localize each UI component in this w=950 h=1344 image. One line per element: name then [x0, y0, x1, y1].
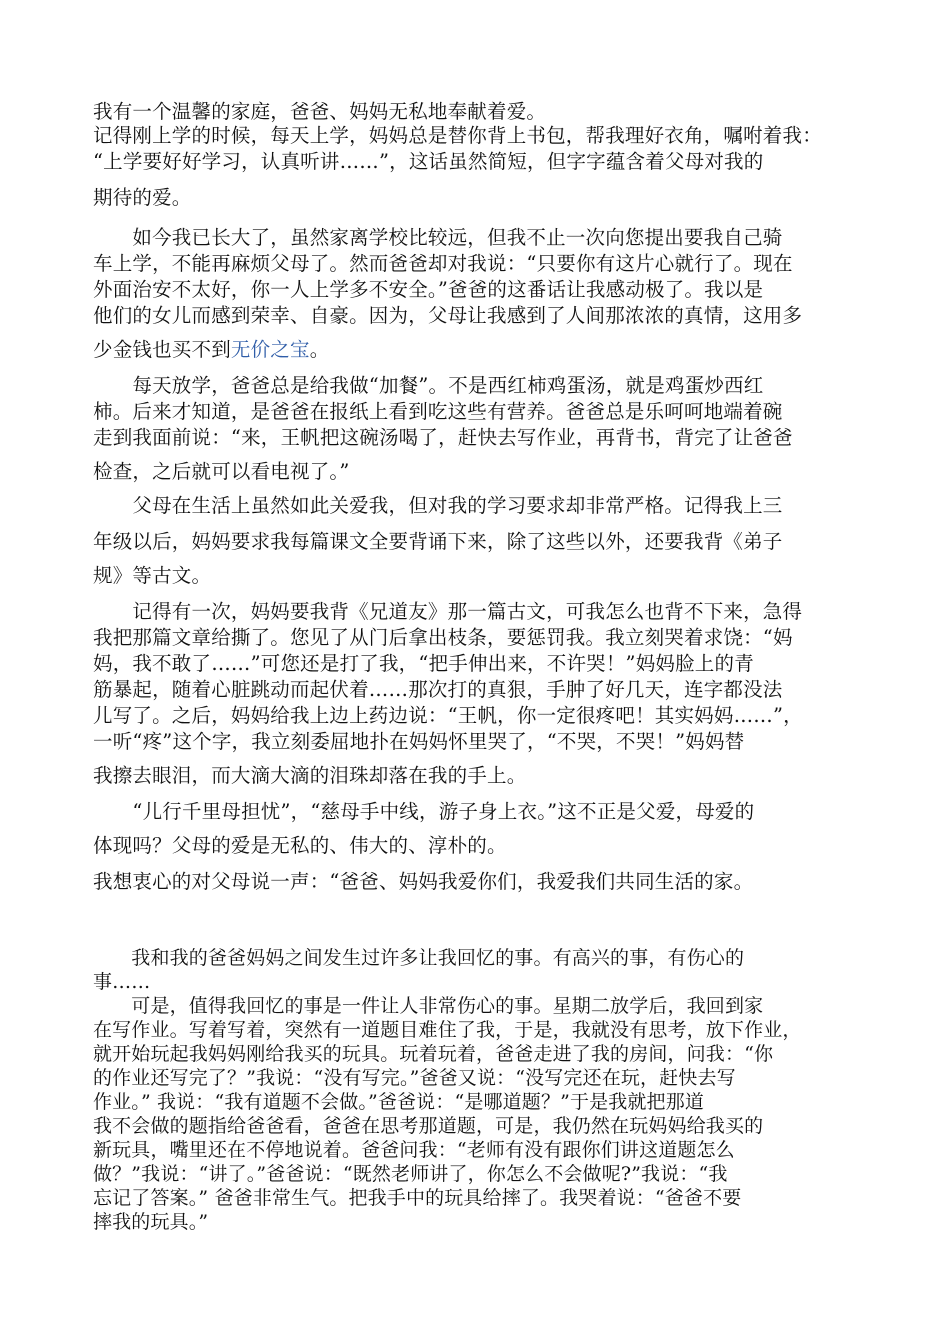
text-line: 年级以后，妈妈要求我每篇课文全要背诵下来，除了这些以外，还要我背《弟子: [93, 530, 783, 553]
text-line: 体现吗？父母的爱是无私的、伟大的、淳朴的。: [93, 834, 507, 857]
text-line: 他们的女儿而感到荣幸、自豪。因为，父母让我感到了人间那浓浓的真情，这用多: [93, 304, 803, 327]
text-line: 每天放学，爸爸总是给我做“加餐”。不是西红柿鸡蛋汤，就是鸡蛋炒西红: [93, 374, 764, 397]
text-line: 规》等古文。: [93, 564, 212, 587]
hyperlink-wujiazhibao[interactable]: 无价之宝: [230, 338, 310, 361]
text-line: 我有一个温馨的家庭，爸爸、妈妈无私地奉献着爱。: [93, 100, 547, 123]
text-line: 忘记了答案。” 爸爸非常生气。把我手中的玩具给摔了。我哭着说：“爸爸不要: [93, 1187, 742, 1209]
text-line: 就开始玩起我妈妈刚给我买的玩具。玩着玩着，爸爸走进了我的房间，问我：“你: [93, 1043, 774, 1065]
text-line: 可是，值得我回忆的事是一件让人非常伤心的事。星期二放学后，我回到家: [93, 995, 764, 1017]
text-line: 儿写了。之后，妈妈给我上边上药边说：“王帆，你一定很疼吧！其实妈妈……”，: [93, 704, 803, 727]
text-line: 妈，我不敢了……”可您还是打了我，“把手伸出来，不许哭！”妈妈脸上的青: [93, 652, 754, 675]
text-line: 一听“疼”这个字，我立刻委屈地扑在妈妈怀里哭了，“不哭，不哭！”妈妈替: [93, 730, 745, 753]
text-line: 记得有一次，妈妈要我背《兄道友》那一篇古文，可我怎么也背不下来，急得: [93, 600, 803, 623]
text-line: 事……: [93, 971, 151, 993]
text-line: 做？”我说：“讲了。”爸爸说：“既然老师讲了，你怎么不会做呢?”我说：“我: [93, 1163, 728, 1185]
text-line: “儿行千里母担忧”，“慈母手中线，游子身上衣。”这不正是父爱，母爱的: [93, 800, 755, 823]
text-line: 父母在生活上虽然如此关爱我，但对我的学习要求却非常严格。记得我上三: [93, 494, 783, 517]
text-line: “上学要好好学习，认真听讲……”，这话虽然简短，但字字蕴含着父母对我的: [93, 150, 764, 173]
text-segment: 少金钱也买不到: [93, 338, 231, 361]
text-line: 柿。后来才知道，是爸爸在报纸上看到吃这些有营养。爸爸总是乐呵呵地端着碗: [93, 400, 783, 423]
text-line: 记得刚上学的时候，每天上学，妈妈总是替你背上书包，帮我理好衣角，嘱咐着我：: [93, 124, 822, 147]
text-line: 我不会做的题指给爸爸看，爸爸在思考那道题，可是，我仍然在玩妈妈给我买的: [93, 1115, 764, 1137]
text-line: 在写作业。写着写着，突然有一道题目难住了我，于是，我就没有思考，放下作业，: [93, 1019, 802, 1041]
text-line: 外面治安不太好，你一人上学多不安全。”爸爸的这番话让我感动极了。我以是: [93, 278, 764, 301]
text-line: 我擦去眼泪，而大滴大滴的泪珠却落在我的手上。: [93, 764, 527, 787]
text-line: 走到我面前说：“来，王帆把这碗汤喝了，赶快去写作业，再背书，背完了让爸爸: [93, 426, 793, 449]
text-line: 的作业还写完了？”我说：“没有写完。”爸爸又说：“没写完还在玩，赶快去写: [93, 1067, 736, 1089]
text-line: 检查，之后就可以看电视了。”: [93, 460, 350, 483]
text-line: 期待的爱。: [93, 186, 192, 209]
text-line: 筋暴起，随着心脏跳动而起伏着……那次打的真狠，手肿了好几天，连字都没法: [93, 678, 783, 701]
text-line: 摔我的玩具。”: [93, 1211, 209, 1233]
text-line: 作业。” 我说：“我有道题不会做。”爸爸说：“是哪道题？”于是我就把那道: [93, 1091, 705, 1113]
text-line: [93, 338, 329, 362]
text-segment: 。: [309, 338, 330, 361]
text-line: 新玩具，嘴里还在不停地说着。爸爸问我：“老师有没有跟你们讲这道题怎么: [93, 1139, 735, 1161]
text-line: 如今我已长大了，虽然家离学校比较远，但我不止一次向您提出要我自己骑: [93, 226, 783, 249]
text-line: 我想衷心的对父母说一声：“爸爸、妈妈我爱你们，我爱我们共同生活的家。: [93, 870, 754, 893]
text-line: 车上学，不能再麻烦父母了。然而爸爸却对我说：“只要你有这片心就行了。现在: [93, 252, 793, 275]
text-line: 我把那篇文章给撕了。您见了从门后拿出枝条，要惩罚我。我立刻哭着求饶：“妈: [93, 626, 793, 649]
text-line: 我和我的爸爸妈妈之间发生过许多让我回忆的事。有高兴的事，有伤心的: [93, 947, 745, 969]
